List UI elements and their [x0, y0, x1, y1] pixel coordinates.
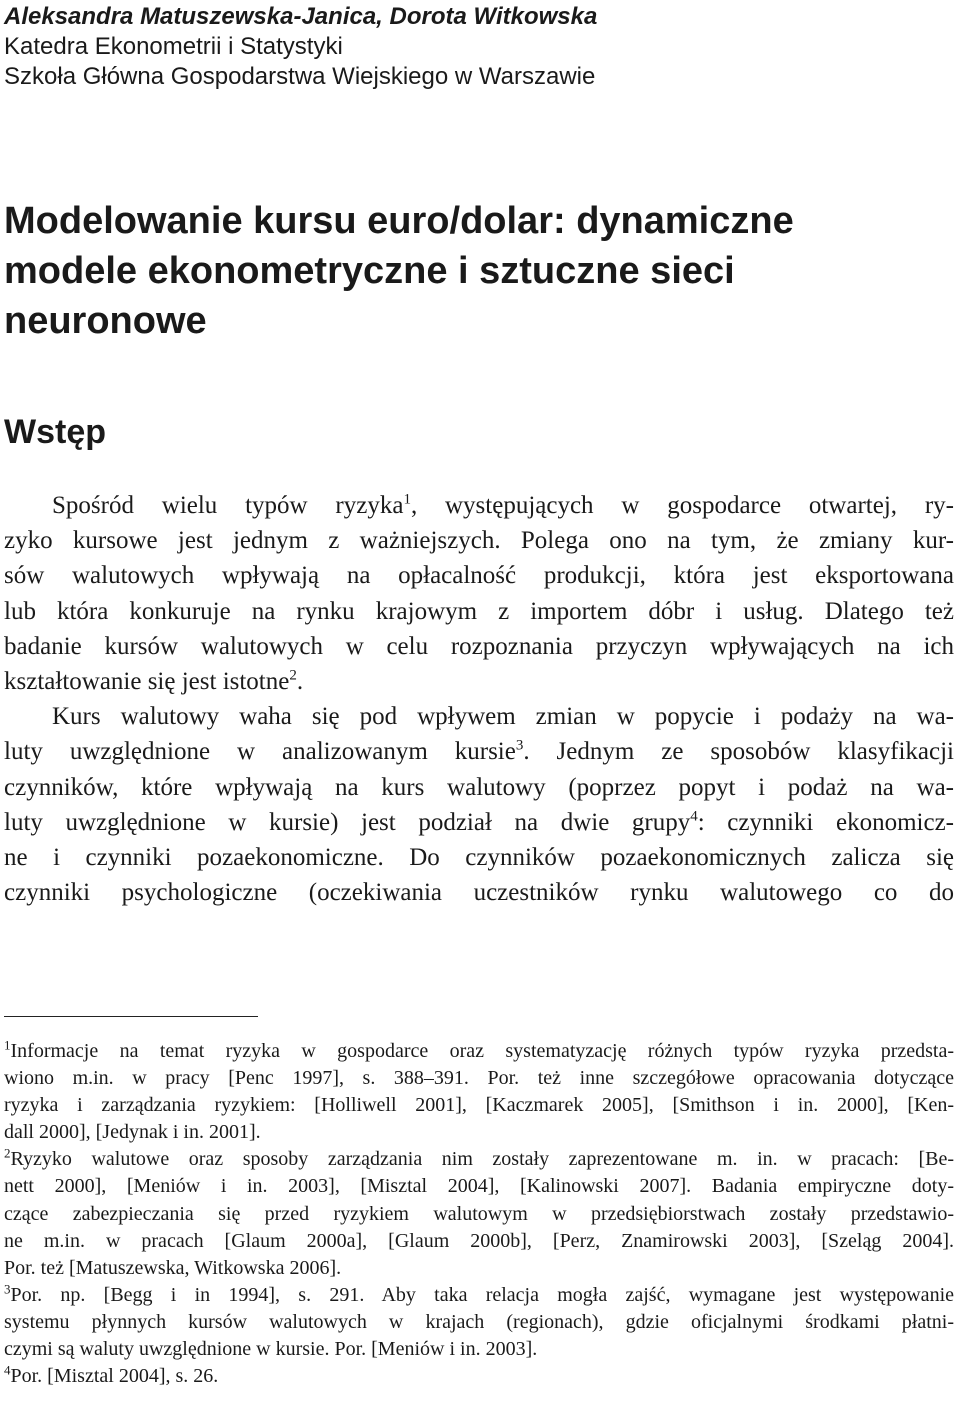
- affiliation-university: Szkoła Główna Gospodarstwa Wiejskiego w Warszawie: [4, 63, 596, 90]
- paper-title-line: Modelowanie kursu euro/dolar: dynamiczne: [4, 200, 794, 242]
- paragraph-line: [4, 664, 954, 699]
- footnote-marker-2: 2: [4, 1145, 11, 1161]
- footnote-ref-4[interactable]: 4: [690, 808, 698, 825]
- footnote-ref-1[interactable]: 1: [403, 491, 411, 508]
- author-names: Aleksandra Matuszewska-Janica, Dorota Witkowska: [4, 3, 598, 30]
- paragraph-line: zyko kursowe jest jednym z ważniejszych. Polega ono na tym, że zmiany kur-: [4, 527, 954, 555]
- footnote-1-line: dall 2000], [Jedynak i in. 2001].: [4, 1121, 261, 1144]
- paragraph-line: [4, 805, 954, 840]
- footnote-4-line: [4, 1363, 954, 1390]
- affiliation-department: Katedra Ekonometrii i Statystyki: [4, 33, 343, 60]
- footnote-separator: [4, 1016, 258, 1017]
- body-text: [4, 488, 954, 910]
- paragraph-line: badanie kursów walutowych w celu rozpoznania przyczyn wpływających na ich: [4, 632, 954, 660]
- footnote-marker-3: 3: [4, 1281, 11, 1297]
- text-run: , występujących w gospodarce otwartej, ry-: [410, 492, 954, 519]
- text-run: Ryzyko walutowe oraz sposoby zarządzania nim zostały zaprezentowane m. in. w pracach: [Be-: [10, 1148, 954, 1171]
- text-run: Por. [Misztal 2004], s. 26.: [10, 1365, 219, 1388]
- footnote-2-line: Por. też [Matuszewska, Witkowska 2006].: [4, 1256, 342, 1279]
- text-run: luty uwzględnione w analizowanym kursie: [4, 738, 516, 766]
- text-run: kształtowanie się jest istotne: [4, 667, 290, 695]
- footnote-ref-2[interactable]: 2: [289, 667, 297, 684]
- author-block: [4, 2, 944, 92]
- text-run: luty uwzględnione w kursie) jest podział na dwie grupy: [4, 808, 691, 836]
- footnote-3-line: [4, 1282, 954, 1309]
- text-run: Informacje na temat ryzyka w gospodarce oraz systematyzację różnych typów ryzyka przedsta-: [10, 1040, 954, 1062]
- footnote-3-line: czymi są waluty uwzględnione w kursie. Por. [Meniów i in. 2003].: [4, 1338, 538, 1361]
- text-run: .: [296, 667, 304, 695]
- footnote-ref-3[interactable]: 3: [515, 737, 524, 754]
- footnote-3-line: systemu płynnych kursów walutowych w krajach (regionach), gdzie oficjalnymi środkami płatni-: [4, 1310, 954, 1333]
- paper-title: [4, 196, 944, 346]
- paragraph-line: czynniki psychologiczne (oczekiwania uczestników rynku walutowego co do: [4, 879, 954, 907]
- paper-title-line: neuronowe: [4, 300, 207, 342]
- footnote-2-line: nett 2000], [Meniów i in. 2003], [Misztal 2004], [Kalinowski 2007]. Badania empiryczne doty-: [4, 1175, 954, 1198]
- text-run: Spośród wielu typów ryzyka: [52, 492, 404, 519]
- paper-title-line: modele ekonometryczne i sztuczne sieci: [4, 250, 735, 292]
- footnote-1-line: wiono m.in. w pracy [Penc 1997], s. 388–391. Por. też inne szczegółowe opracowania dotyczące: [4, 1067, 954, 1090]
- footnote-2-line: ne m.in. w pracach [Glaum 2000a], [Glaum 2000b], [Perz, Znamirowski 2003], [Szeląg 2004].: [4, 1229, 954, 1252]
- footnote-1-line: [4, 1038, 954, 1065]
- footnote-1-line: ryzyka i zarządzania ryzykiem: [Holliwell 2001], [Kaczmarek 2005], [Smithson i in. 2000], [Ken-: [4, 1094, 954, 1117]
- footnote-marker-4: 4: [4, 1362, 11, 1378]
- text-run: . Jednym ze sposobów klasyfikacji: [523, 738, 954, 766]
- footnote-marker-1: 1: [4, 1037, 11, 1053]
- paragraph-line: sów walutowych wpływają na opłacalność produkcji, która jest eksportowana: [4, 562, 954, 590]
- footnote-2-line: czące zabezpieczania się przed ryzykiem walutowym w przedsiębiorstwach zostały przedstawio-: [4, 1202, 954, 1225]
- footnotes: [4, 1038, 954, 1390]
- paragraph-line: ne i czynniki pozaekonomiczne. Do czynników pozaekonomicznych zalicza się: [4, 843, 954, 871]
- text-run: Por. np. [Begg i in 1994], s. 291. Aby taka relacja mogła zajść, wymagane jest występowanie: [10, 1283, 954, 1306]
- paragraph-line: czynników, które wpływają na kurs walutowy (poprzez popyt i podaż na wa-: [4, 773, 954, 801]
- paragraph-line: Kurs walutowy waha się pod wpływem zmian w popycie i podaży na wa-: [52, 703, 954, 731]
- section-heading: Wstęp: [4, 413, 106, 451]
- paragraph-line: [4, 734, 954, 769]
- footnote-2-line: [4, 1146, 954, 1173]
- paragraph-line: [4, 488, 954, 523]
- text-run: : czynniki ekonomicz-: [697, 808, 954, 836]
- paragraph-line: lub która konkuruje na rynku krajowym z importem dóbr i usług. Dlatego też: [4, 597, 954, 625]
